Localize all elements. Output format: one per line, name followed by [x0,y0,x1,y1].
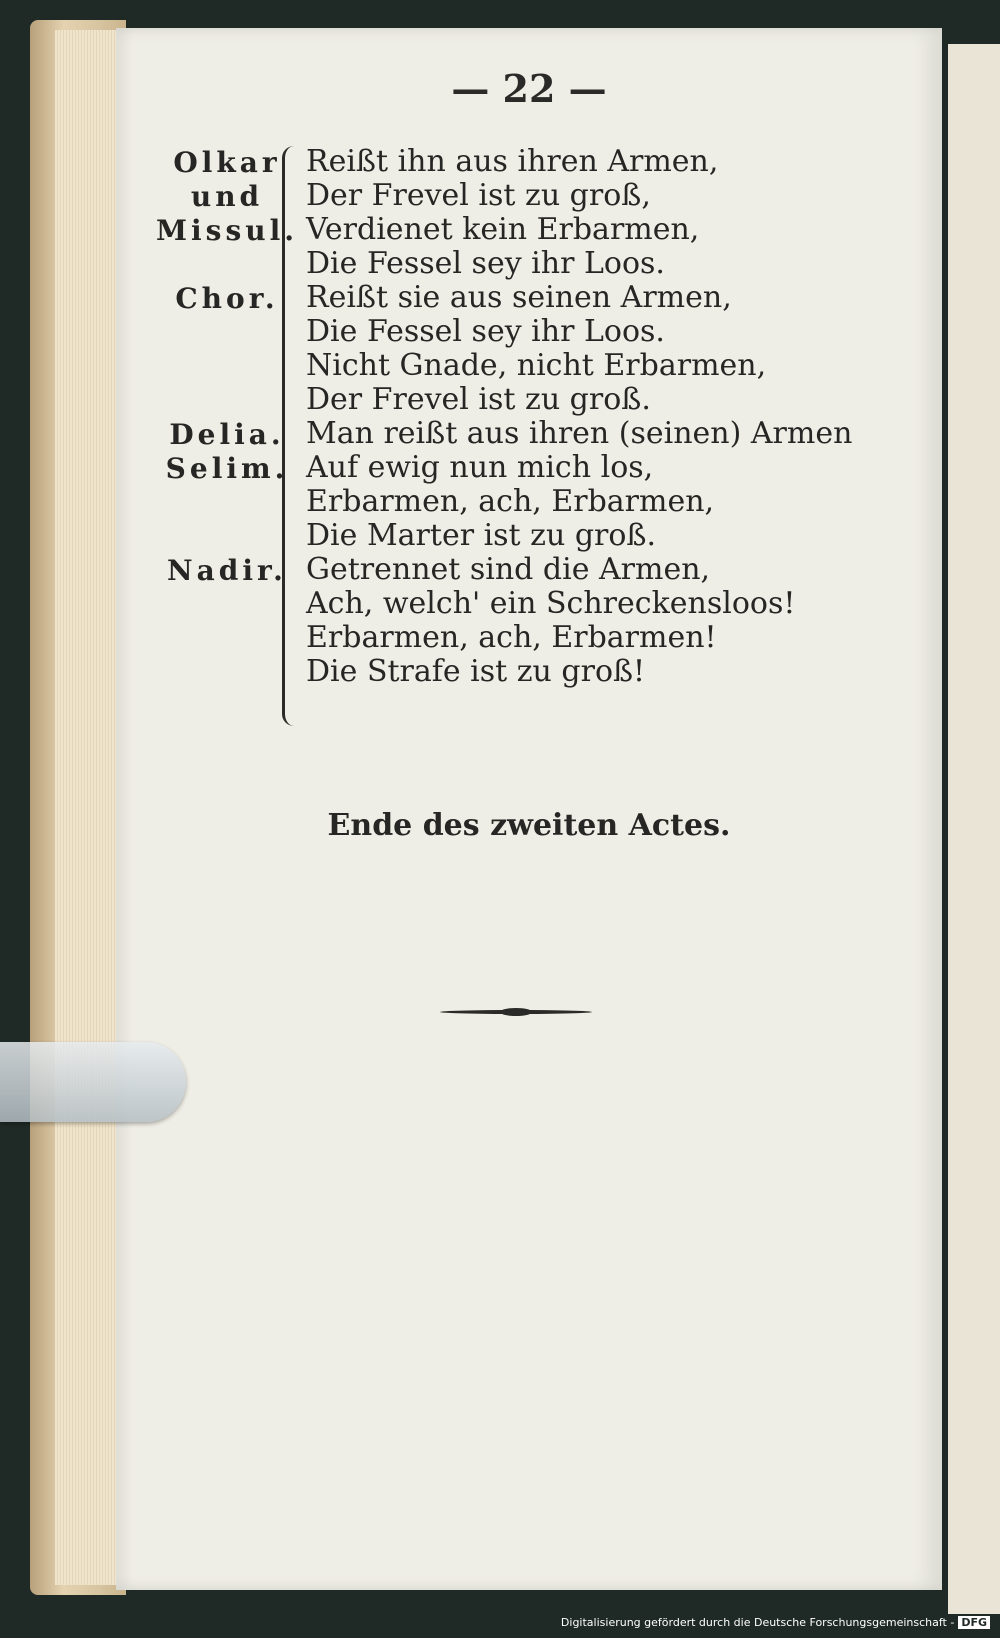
speaker-und: und [190,180,264,213]
verse-line: Ach, welch' ein Schreckensloos! [306,586,796,621]
verse-line: Auf ewig nun mich los, [306,450,654,485]
verse-line: Erbarmen, ach, Erbarmen! [306,620,717,655]
verse-line: Nicht Gnade, nicht Erbarmen, [306,348,767,383]
digitization-credit [561,1616,990,1629]
speaker-selim: Selim. [165,452,289,485]
book-page [116,28,942,1590]
bleed-through-text [896,168,1000,1288]
verse-line: Reißt sie aus seinen Armen, [306,280,732,315]
verse-line: Erbarmen, ach, Erbarmen, [306,484,715,519]
verse-line: Die Fessel sey ihr Loos. [306,246,665,281]
verse-brace [282,146,299,726]
verse-line: Verdienet kein Erbarmen, [306,212,700,247]
speaker-missul: Missul. [156,214,298,247]
speaker-chor: Chor. [175,282,279,315]
verse-line: Die Marter ist zu groß. [306,518,656,553]
ornamental-rule [440,1010,592,1014]
credit-text: Digitalisierung gefördert durch die Deutsche Forschungsgemeinschaft - [560,1616,955,1629]
bookmark-clip [0,1042,186,1122]
speaker-delia: Delia. [169,418,285,451]
verse-line: Die Fessel sey ihr Loos. [306,314,665,349]
speaker-nadir: Nadir. [167,554,287,587]
verse-line: Man reißt aus ihren (seinen) Armen [306,416,853,451]
verse-line: Die Strafe ist zu groß! [306,654,646,689]
act-end-heading: Ende des zweiten Actes. [327,808,731,843]
page-number: — 22 — [451,66,607,111]
dfg-logo: DFG [958,1616,990,1629]
verse-line: Der Frevel ist zu groß. [306,382,651,417]
page-edges [55,30,125,1585]
verse-line: Der Frevel ist zu groß, [306,178,651,213]
verse-line: Getrennet sind die Armen, [306,552,711,587]
speaker-olkar: Olkar [173,146,281,179]
verse-line: Reißt ihn aus ihren Armen, [306,144,719,179]
